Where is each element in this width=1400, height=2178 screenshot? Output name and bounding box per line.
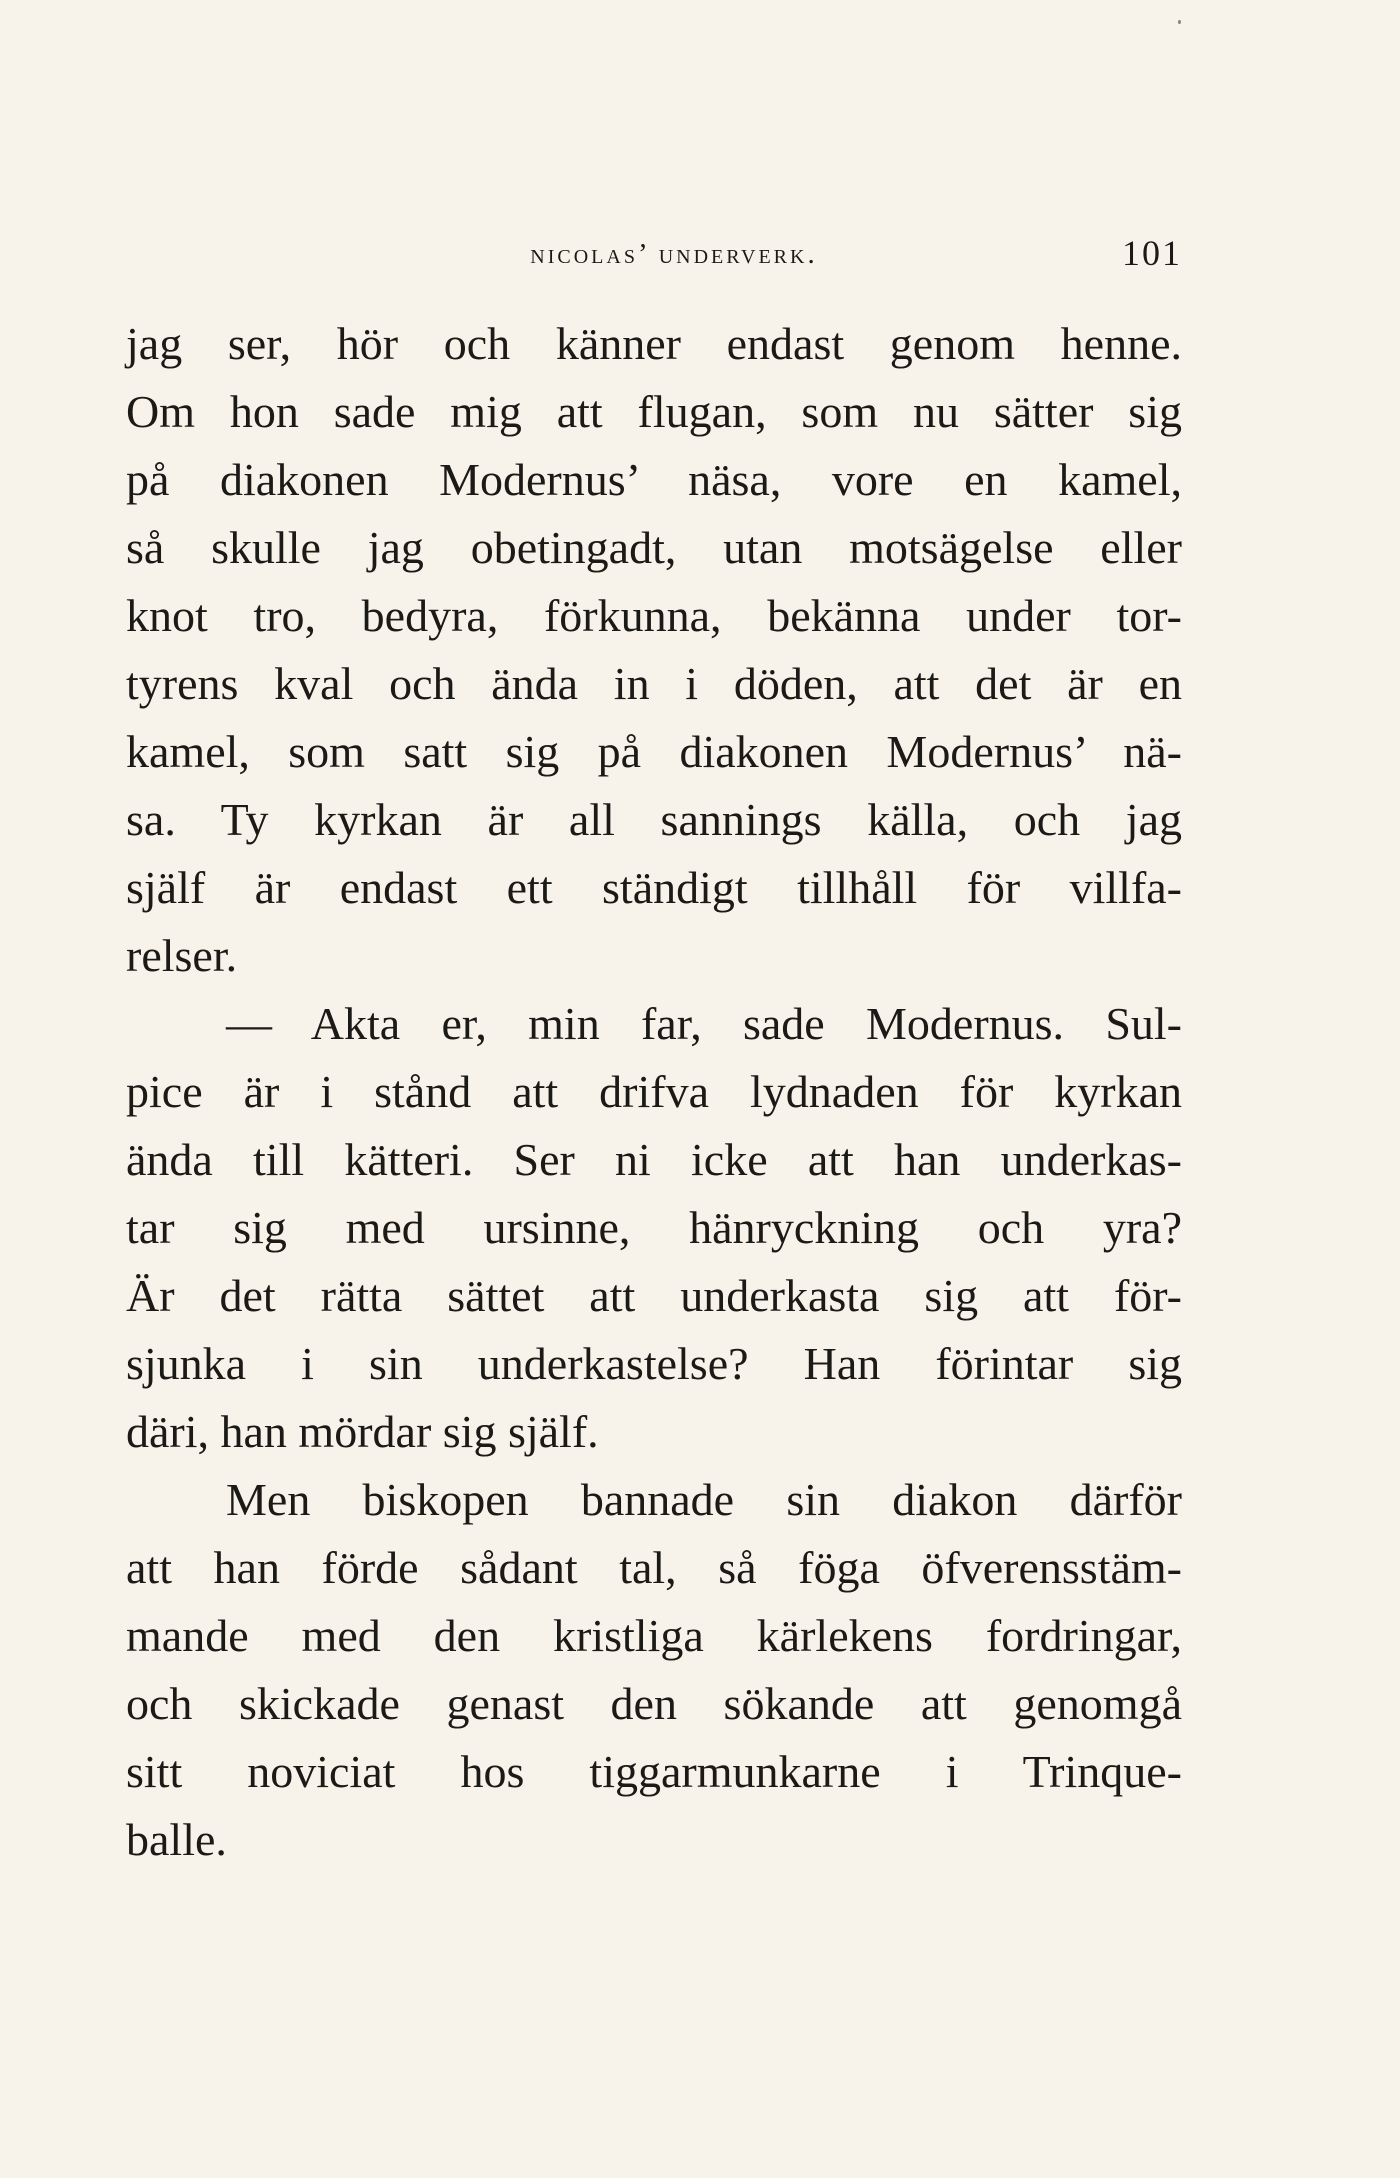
text-line: tar sig med ursinne, hänryckning och yra? [126,1202,1182,1253]
text-line: ända till kätteri. Ser ni icke att han underkas- [126,1134,1182,1185]
text-line: sitt noviciat hos tiggarmunkarne i Trinque- [126,1746,1182,1797]
text-line: kamel, som satt sig på diakonen Modernus’ nä- [126,726,1182,777]
text-line: Men biskopen bannade sin diakon därför [226,1474,1182,1525]
body-text [126,310,1182,1874]
page-number: 101 [1122,233,1182,273]
text-line: och skickade genast den sökande att genomgå [126,1678,1182,1729]
text-line: så skulle jag obetingadt, utan motsägelse eller [126,522,1182,573]
text-line: mande med den kristliga kärlekens fordringar, [126,1610,1182,1661]
text-line: knot tro, bedyra, förkunna, bekänna under tor- [126,590,1182,641]
text-line: Om hon sade mig att flugan, som nu sätter sig [126,386,1182,437]
text-line: pice är i stånd att drifva lydnaden för kyrkan [126,1066,1182,1117]
text-line: sa. Ty kyrkan är all sannings källa, och jag [126,794,1182,845]
text-line: tyrens kval och ända in i döden, att det är en [126,658,1182,709]
running-title: nicolas’ underverk. [530,238,818,270]
paper-speck [1178,20,1181,24]
text-line: relser. [126,930,238,981]
text-line: — Akta er, min far, sade Modernus. Sul- [226,998,1182,1049]
text-line: på diakonen Modernus’ näsa, vore en kamel, [126,454,1182,505]
text-line: Är det rätta sättet att underkasta sig att för- [126,1270,1182,1321]
running-head [126,228,1182,288]
text-line: sjunka i sin underkastelse? Han förintar sig [126,1338,1182,1389]
text-line: själf är endast ett ständigt tillhåll för villfa- [126,862,1182,913]
text-line: balle. [126,1814,227,1865]
text-line: jag ser, hör och känner endast genom henne. [126,318,1182,369]
text-line: att han förde sådant tal, så föga öfverensstäm- [126,1542,1182,1593]
text-line: däri, han mördar sig själf. [126,1406,599,1457]
